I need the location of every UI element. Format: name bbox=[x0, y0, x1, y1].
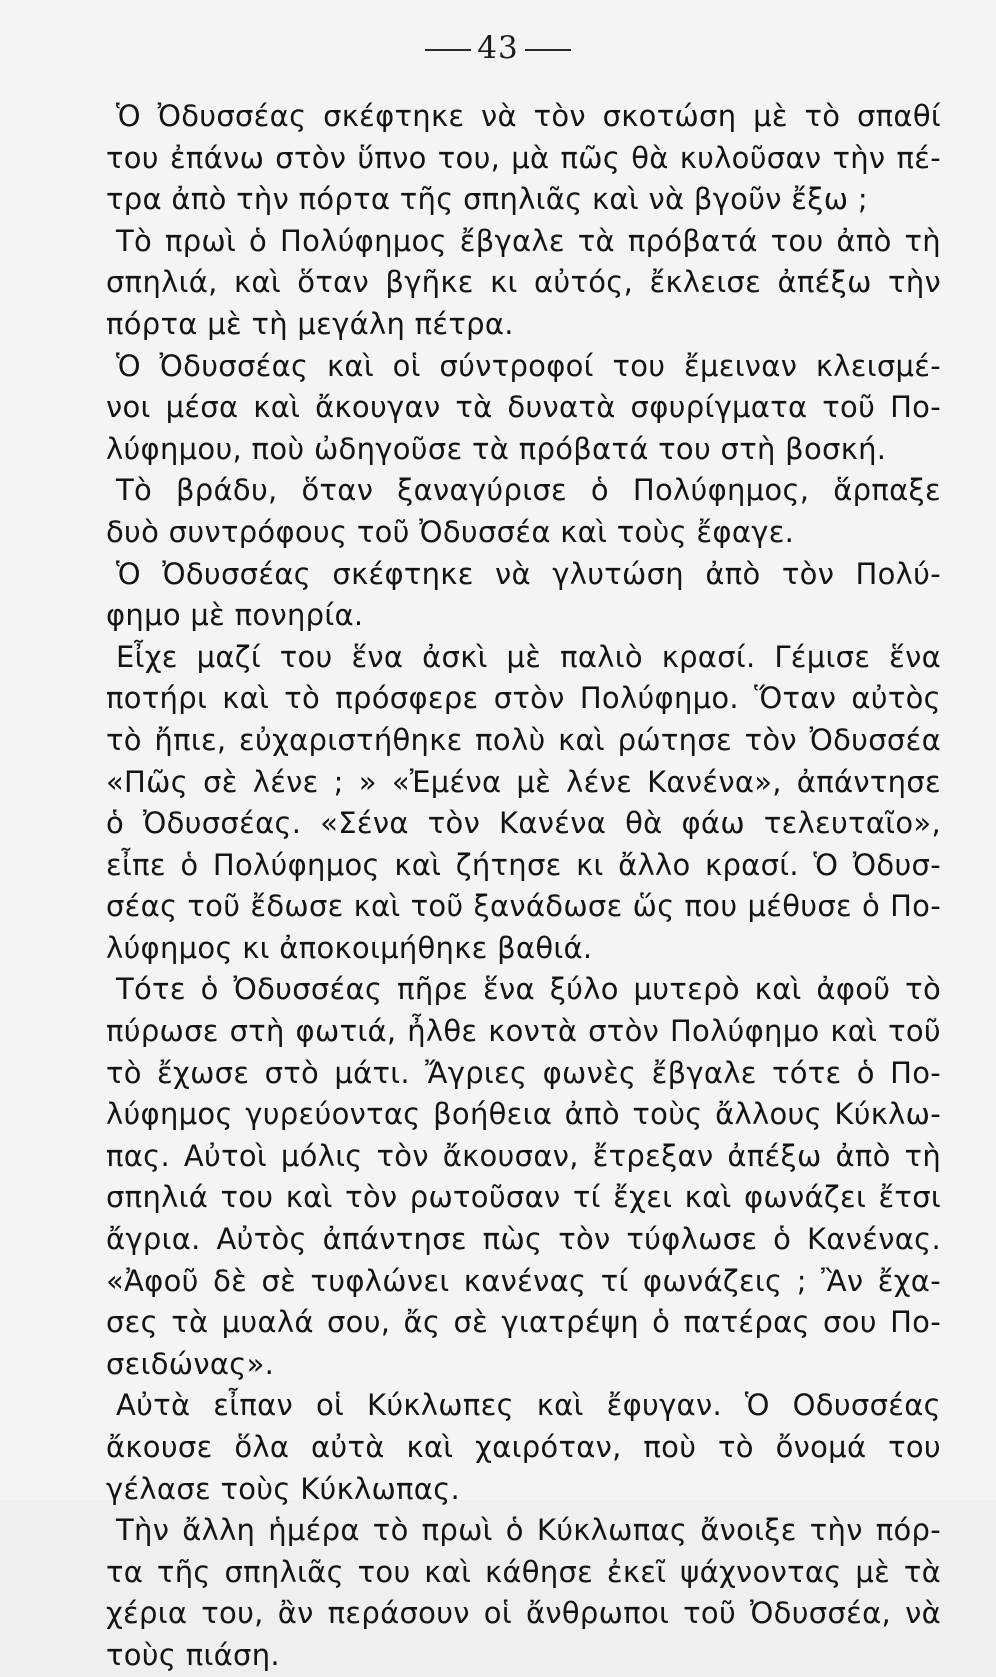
text-line: ὁ Ὀδυσσέας. «Σένα τὸν Κανένα θὰ φάω τελευταῖο», bbox=[106, 806, 941, 841]
text-line: Ὁ Ὀδυσσέας σκέφτηκε νὰ τὸν σκοτώση μὲ τὸ σπαθί bbox=[116, 99, 941, 133]
text-line: ἄκουσε ὅλα αὐτὰ καὶ χαιρόταν, ποὺ τὸ ὄνομά του bbox=[106, 1430, 941, 1464]
text-line: Εἶχε μαζί του ἕνα ἀσκὶ μὲ παλιὸ κρασί. Γέμισε ἕνα bbox=[116, 639, 941, 674]
text-line: τὸ ἔχωσε στὸ μάτι. Ἄγριες φωνὲς ἔβγαλε τότε ὁ Πο- bbox=[106, 1055, 941, 1090]
text-line: σειδώνας». bbox=[106, 1346, 275, 1381]
text-line: φημο μὲ πονηρία. bbox=[106, 598, 364, 633]
left-dash-ornament bbox=[425, 49, 471, 51]
page-number: 43 bbox=[477, 30, 519, 66]
text-line: σπηλιά του καὶ τὸν ρωτοῦσαν τί ἔχει καὶ φωνάζει ἔτσι bbox=[106, 1180, 941, 1215]
text-line: πύρωσε στὴ φωτιά, ἦλθε κοντὰ στὸν Πολύφημο καὶ τοῦ bbox=[106, 1014, 941, 1049]
text-line: χέρια του, ἂν περάσουν οἱ ἄνθρωποι τοῦ Ὀδυσσέα, νὰ bbox=[106, 1596, 941, 1631]
text-line: λύφημου, ποὺ ὠδηγοῦσε τὰ πρόβατά του στὴ βοσκή. bbox=[106, 431, 887, 466]
text-line: πόρτα μὲ τὴ μεγάλη πέτρα. bbox=[106, 306, 514, 341]
text-line: Ὁ Ὀδυσσέας σκέφτηκε νὰ γλυτώση ἀπὸ τὸν Πολύ- bbox=[116, 556, 941, 591]
text-line: σες τὰ μυαλά σου, ἄς σὲ γιατρέψη ὁ πατέρας σου Πο- bbox=[106, 1305, 941, 1340]
text-line: Αὐτὰ εἶπαν οἱ Κύκλωπες καὶ ἔφυγαν. Ὁ Οδυσσέας bbox=[116, 1388, 941, 1423]
text-line: Τὴν ἄλλη ἡμέρα τὸ πρωὶ ὁ Κύκλωπας ἄνοιξε τὴν πόρ- bbox=[116, 1513, 941, 1548]
text-line: τοὺς πιάση. bbox=[106, 1637, 280, 1672]
body-text bbox=[106, 96, 941, 1677]
text-line: ἄγρια. Αὐτὸς ἀπάντησε πὼς τὸν τύφλωσε ὁ Κανένας. bbox=[106, 1222, 941, 1257]
text-line: του ἐπάνω στὸν ὕπνο του, μὰ πῶς θὰ κυλοῦσαν τὴν πέ- bbox=[106, 140, 941, 175]
text-line: Τὸ πρωὶ ὁ Πολύφημος ἔβγαλε τὰ πρόβατά του ἀπὸ τὴ bbox=[116, 223, 941, 258]
text-line: σπηλιά, καὶ ὅταν βγῆκε κι αὐτός, ἔκλεισε ἀπέξω τὴν bbox=[106, 265, 941, 300]
text-line: Ὁ Ὀδυσσέας καὶ οἱ σύντροφοί του ἔμειναν κλεισμέ- bbox=[116, 348, 941, 383]
text-line: γέλασε τοὺς Κύκλωπας. bbox=[106, 1471, 461, 1506]
text-line: τα τῆς σπηλιᾶς του καὶ κάθησε ἐκεῖ ψάχνοντας μὲ τὰ bbox=[106, 1554, 941, 1589]
text-line: εἶπε ὁ Πολύφημος καὶ ζήτησε κι ἄλλο κρασί. Ὁ Ὀδυσ- bbox=[106, 847, 941, 882]
text-line: «Ἀφοῦ δὲ σὲ τυφλώνει κανένας τί φωνάζεις ; Ἂν ἔχα- bbox=[106, 1263, 941, 1298]
right-dash-ornament bbox=[525, 49, 571, 51]
text-line: ποτήρι καὶ τὸ πρόσφερε στὸν Πολύφημο. Ὅταν αὐτὸς bbox=[106, 681, 941, 716]
text-line: πας. Αὐτοὶ μόλις τὸν ἄκουσαν, ἔτρεξαν ἀπέξω ἀπὸ τὴ bbox=[106, 1138, 941, 1173]
page-number-header bbox=[0, 30, 996, 66]
text-line: «Πῶς σὲ λένε ; » «Ἐμένα μὲ λένε Κανένα», ἀπάντησε bbox=[106, 764, 941, 799]
text-line: τρα ἀπὸ τὴν πόρτα τῆς σπηλιᾶς καὶ νὰ βγοῦν ἔξω ; bbox=[106, 182, 868, 217]
text-line: λύφημος κι ἀποκοιμήθηκε βαθιά. bbox=[106, 930, 593, 965]
text-line: νοι μέσα καὶ ἄκουγαν τὰ δυνατὰ σφυρίγματα τοῦ Πο- bbox=[106, 390, 941, 425]
text-line: Τότε ὁ Ὀδυσσέας πῆρε ἕνα ξύλο μυτερὸ καὶ ἀφοῦ τὸ bbox=[116, 972, 941, 1007]
text-line: σέας τοῦ ἔδωσε καὶ τοῦ ξανάδωσε ὥς που μέθυσε ὁ Πο- bbox=[106, 889, 941, 924]
text-line: δυὸ συντρόφους τοῦ Ὀδυσσέα καὶ τοὺς ἔφαγε. bbox=[106, 514, 795, 549]
text-line: τὸ ἤπιε, εὐχαριστήθηκε πολὺ καὶ ρώτησε τὸν Ὀδυσσέα bbox=[106, 722, 941, 757]
text-line: λύφημος γυρεύοντας βοήθεια ἀπὸ τοὺς ἄλλους Κύκλω- bbox=[106, 1097, 941, 1132]
text-line: Τὸ βράδυ, ὅταν ξαναγύρισε ὁ Πολύφημος, ἅρπαξε bbox=[116, 473, 941, 508]
